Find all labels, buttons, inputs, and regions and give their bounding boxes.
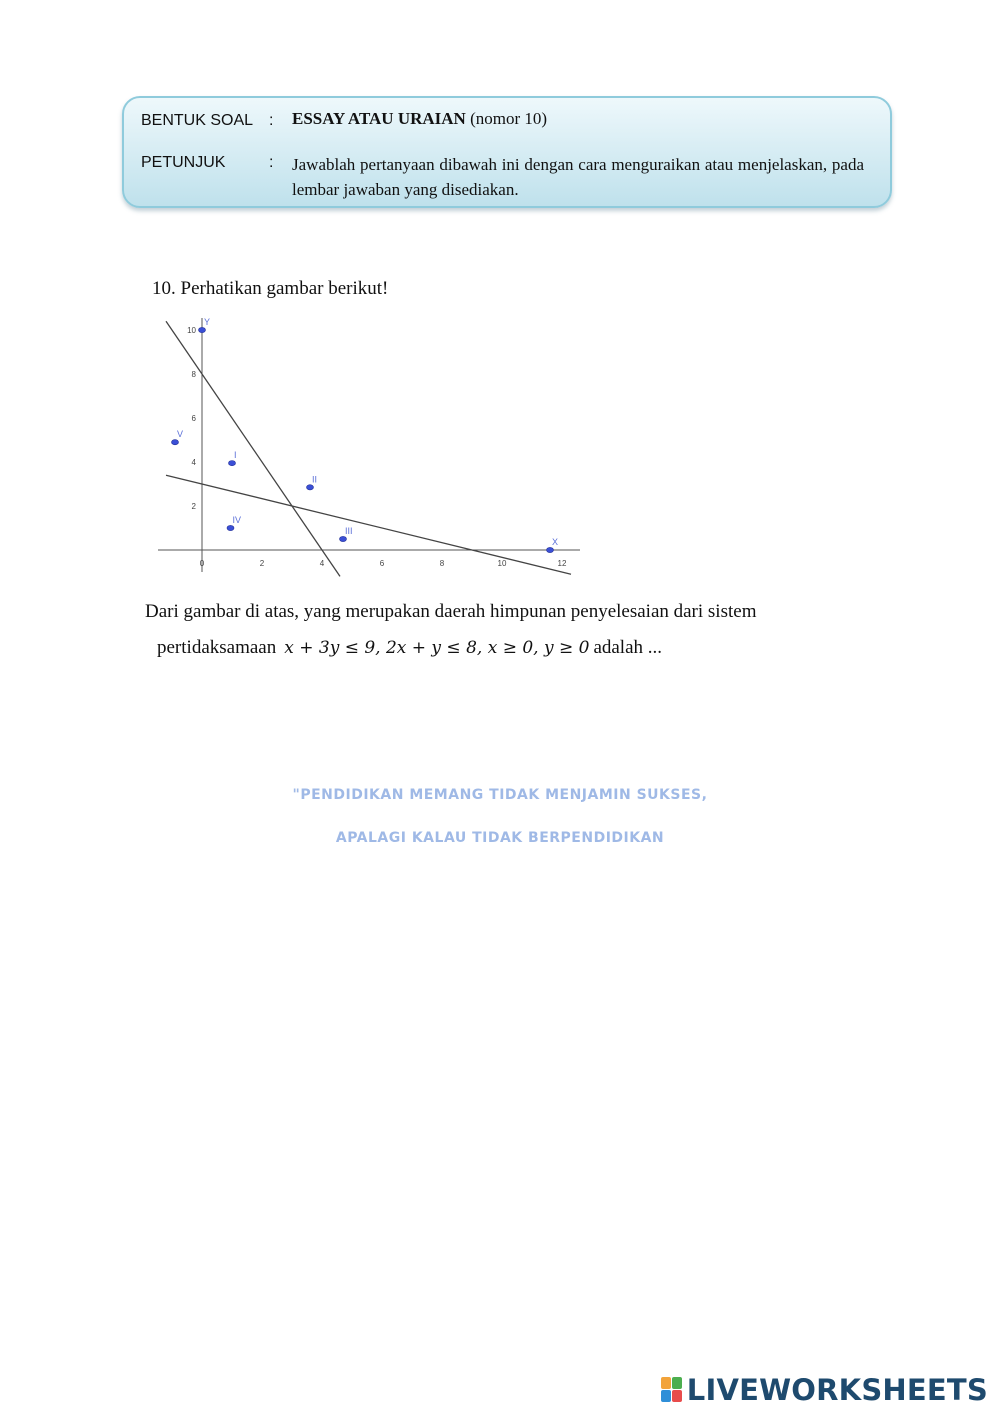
question-title: 10. Perhatikan gambar berikut!: [152, 278, 389, 299]
question-prefix: pertidaksamaan: [157, 637, 277, 658]
point-iv-label: IV: [232, 515, 242, 525]
x-tick-label: 4: [319, 559, 325, 568]
x-tick-label: 8: [439, 559, 445, 568]
colon: :: [269, 112, 274, 129]
question-type-rest: (nomor 10): [465, 109, 548, 128]
inequality-graph: [140, 310, 590, 580]
point-iii-label: III: [345, 526, 353, 536]
quote-line2: APALAGI KALAU TIDAK BERPENDIDIKAN: [335, 830, 665, 846]
question-text-line2: [157, 637, 662, 659]
point-x-label: X: [552, 537, 559, 547]
point-i-label: I: [234, 450, 237, 461]
question-type-bold: ESSAY ATAU URAIAN: [292, 109, 466, 128]
y-tick-label: 4: [191, 458, 196, 467]
boundary-line-2: [166, 475, 571, 574]
y-tick-label: 10: [187, 326, 196, 335]
point-x: [547, 547, 554, 552]
colon: :: [269, 154, 274, 171]
point-y: [199, 327, 206, 332]
x-tick-label: 2: [259, 559, 265, 568]
point-v-label: V: [177, 429, 184, 440]
point-y-label: Y: [204, 317, 211, 327]
point-iii: [340, 536, 347, 541]
logo-icon: [661, 1377, 683, 1403]
logo-text: LIVEWORKSHEETS: [686, 1373, 988, 1407]
question-type-label: BENTUK SOAL: [141, 112, 254, 129]
point-ii-label: II: [312, 474, 318, 485]
x-tick-label: 12: [557, 559, 567, 568]
instruction-label: PETUNJUK: [141, 154, 226, 171]
point-v: [172, 440, 179, 445]
point-i: [229, 461, 236, 466]
y-tick-label: 8: [191, 370, 196, 379]
x-tick-label: 6: [379, 559, 385, 568]
instruction-text: Jawablah pertanyaan dibawah ini dengan cara menguraikan atau menjelaskan, pada lembar jawaban yang disediakan.: [292, 155, 864, 199]
question-suffix: adalah ...: [593, 637, 663, 658]
question-type-value: [292, 109, 547, 129]
boundary-line-1: [166, 321, 340, 576]
x-tick-label: 0: [199, 559, 205, 568]
x-tick-label: 10: [497, 559, 507, 568]
question-type-box: [122, 96, 892, 208]
question-text-line1: Dari gambar di atas, yang merupakan daerah himpunan penyelesaian dari sistem: [145, 601, 757, 622]
liveworksheets-logo: [661, 1372, 988, 1408]
point-iv: [227, 525, 234, 530]
point-ii: [307, 485, 314, 490]
inequality-system: x + 3y ≤ 9, 2x + y ≤ 8, x ≥ 0, y ≥ 0: [284, 638, 590, 658]
quote-line1: "PENDIDIKAN MEMANG TIDAK MENJAMIN SUKSES,: [292, 787, 708, 803]
y-tick-label: 6: [191, 414, 196, 423]
y-tick-label: 2: [191, 502, 196, 511]
